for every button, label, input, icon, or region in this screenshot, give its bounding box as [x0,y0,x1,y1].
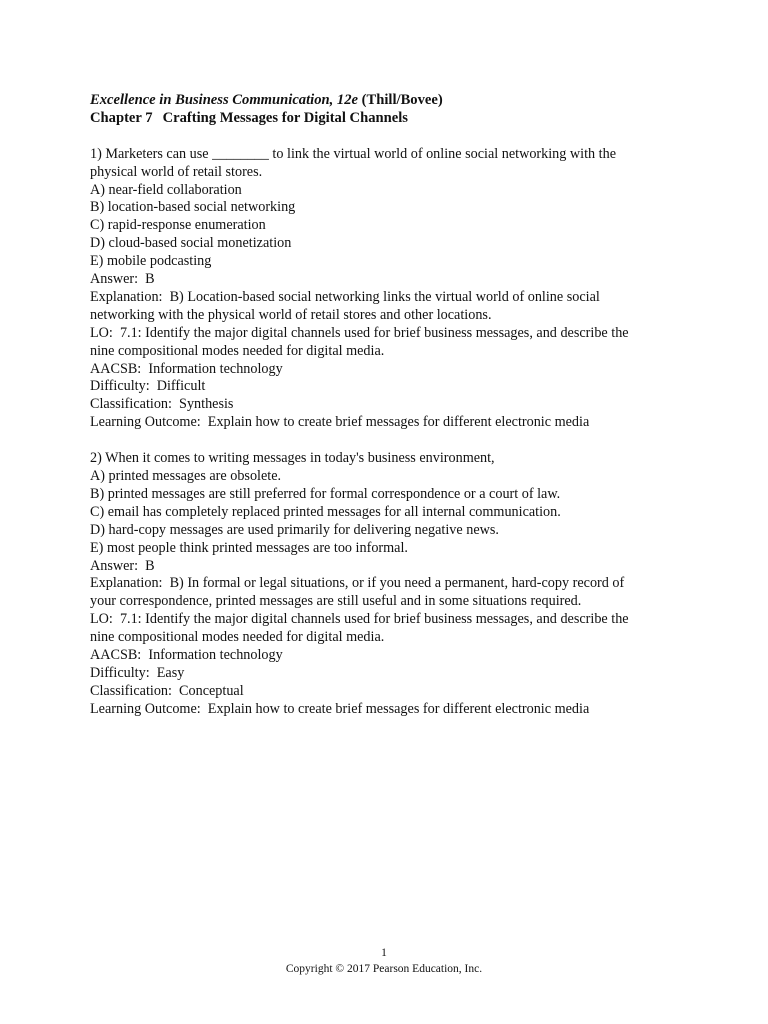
book-authors: (Thill/Bovee) [361,92,443,108]
explanation-line: Explanation: B) In formal or legal situations, or if you need a permanent, hard-copy record of [90,575,625,592]
answer-option: E) mobile podcasting [90,253,212,270]
book-header [90,92,690,110]
learning-objective-line: LO: 7.1: Identify the major digital channels used for brief business messages, and describe the [90,611,629,628]
explanation-line: your correspondence, printed messages are still useful and in some situations required. [90,593,582,610]
answer-option: B) location-based social networking [90,199,296,216]
aacsb-tag: AACSB: Information technology [90,360,283,377]
aacsb-tag: AACSB: Information technology [90,647,283,664]
answer-option: C) rapid-response enumeration [90,217,266,234]
chapter-title: Crafting Messages for Digital Channels [162,109,408,126]
question-stem-line: 1) Marketers can use ________ to link the virtual world of online social networking with the [90,145,617,162]
page-content [90,92,690,719]
book-title: Excellence in Business Communication, 12e [90,92,358,108]
answer-option: D) cloud-based social monetization [90,235,292,252]
chapter-number: Chapter 7 [90,109,153,126]
learning-objective-line: nine compositional modes needed for digital media. [90,629,385,646]
classification-tag: Classification: Conceptual [90,682,244,699]
explanation-line: Explanation: B) Location-based social networking links the virtual world of online social [90,288,600,305]
question-1 [90,146,690,433]
question-stem-line: 2) When it comes to writing messages in today's business environment, [90,450,495,467]
learning-objective-line: LO: 7.1: Identify the major digital channels used for brief business messages, and describe the [90,324,629,341]
answer-option: A) printed messages are obsolete. [90,468,282,484]
difficulty-tag: Difficulty: Easy [90,664,185,681]
answer-option: D) hard-copy messages are used primarily for delivering negative news. [90,521,499,538]
answer-key: Answer: B [90,557,155,574]
chapter-heading [90,110,690,128]
copyright-notice: Copyright © 2017 Pearson Education, Inc. [285,963,483,975]
learning-outcome: Learning Outcome: Explain how to create brief messages for different electronic media [90,414,590,431]
learning-objective-line: nine compositional modes needed for digital media. [90,342,385,359]
question-stem-line: physical world of retail stores. [90,163,263,180]
learning-outcome: Learning Outcome: Explain how to create brief messages for different electronic media [90,700,590,717]
explanation-line: networking with the physical world of retail stores and other locations. [90,306,492,323]
classification-tag: Classification: Synthesis [90,396,234,413]
page-number: 1 [381,947,387,959]
answer-option: A) near-field collaboration [90,181,242,198]
answer-key: Answer: B [90,271,155,288]
answer-option: C) email has completely replaced printed messages for all internal communication. [90,503,561,520]
difficulty-tag: Difficulty: Difficult [90,378,206,395]
answer-option: B) printed messages are still preferred for formal correspondence or a court of law. [90,485,561,502]
answer-option: E) most people think printed messages are too informal. [90,539,408,556]
question-2 [90,450,690,719]
